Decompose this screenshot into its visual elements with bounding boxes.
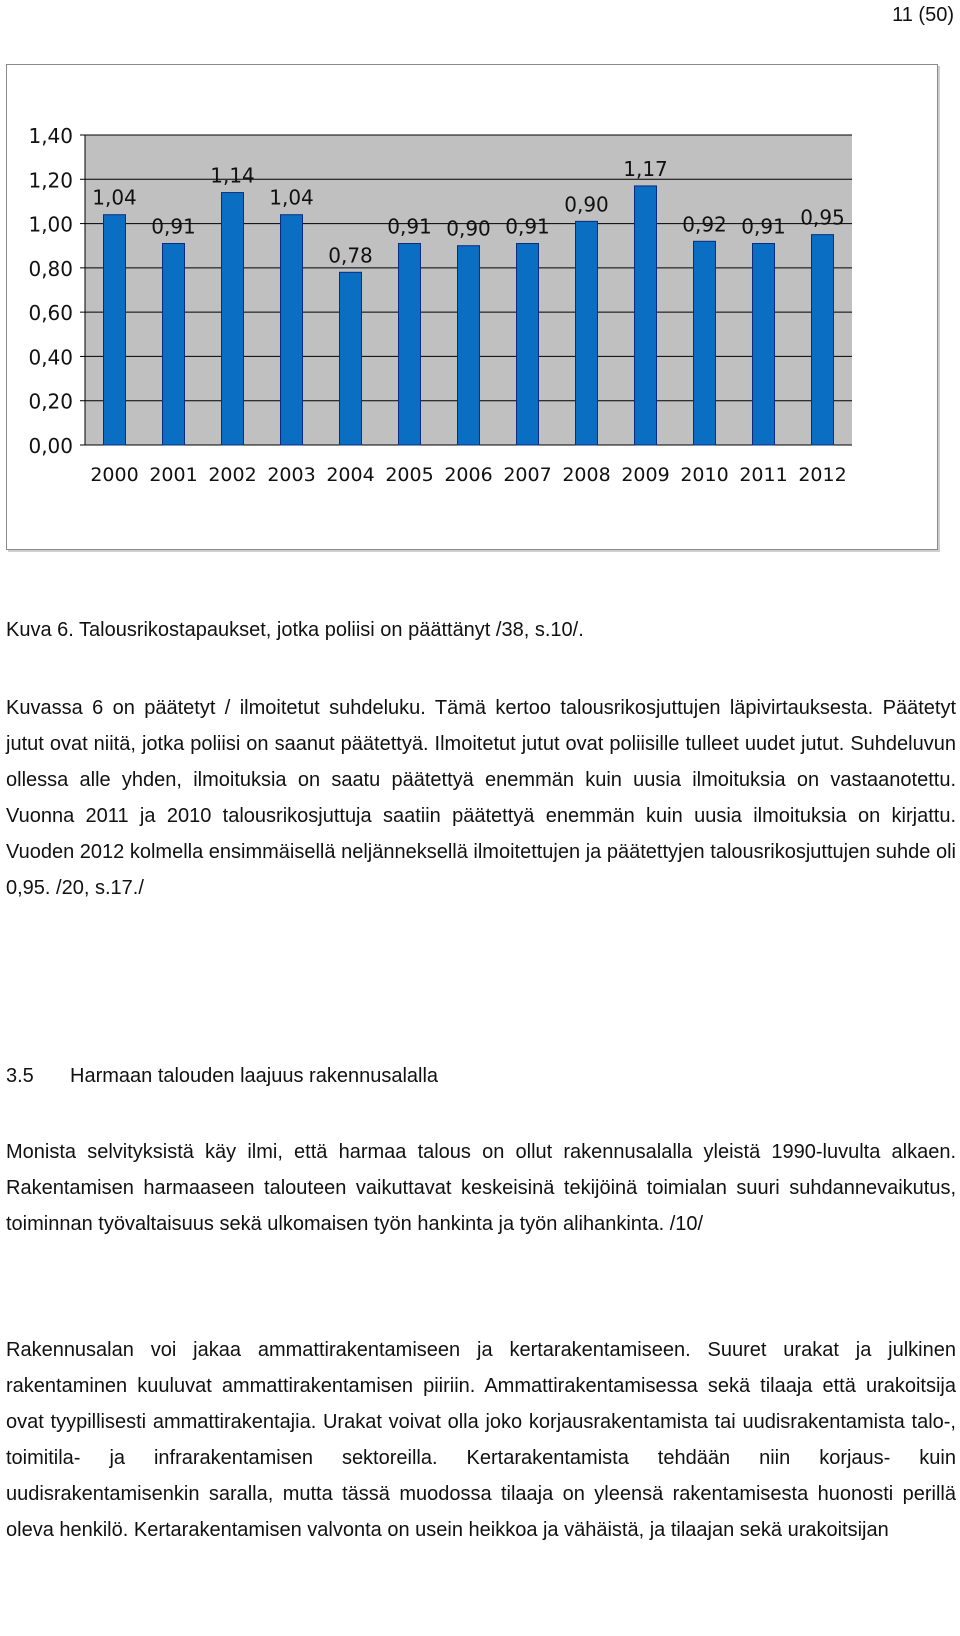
bar: [812, 235, 834, 445]
x-tick-label: 2006: [444, 464, 493, 486]
bar: [222, 193, 244, 445]
section-title: Harmaan talouden laajuus rakennusalalla: [70, 1065, 439, 1087]
x-tick-label: 2012: [798, 464, 847, 486]
y-tick-label: 1,40: [28, 124, 73, 148]
section-number: 3.5: [6, 1065, 34, 1087]
figure-caption: Kuva 6. Talousrikostapaukset, jotka poliisi on päättänyt /38, s.10/.: [6, 619, 584, 641]
bar: [163, 244, 185, 446]
bar-chart: [7, 65, 937, 549]
bar-data-label: 1,17: [623, 156, 668, 181]
x-tick-label: 2000: [90, 464, 139, 486]
bar: [281, 215, 303, 445]
bar-data-label: 1,14: [210, 163, 255, 188]
chart-frame: [6, 64, 938, 550]
bar-data-label: 0,91: [151, 214, 196, 239]
bar: [399, 244, 421, 446]
x-tick-label: 2010: [680, 464, 729, 486]
x-tick-label: 2011: [739, 464, 788, 486]
bar: [635, 186, 657, 445]
bar-data-label: 0,91: [741, 214, 786, 239]
y-tick-label: 1,00: [28, 212, 73, 237]
paragraph-grey-economy: Monista selvityksistä käy ilmi, että harmaa talous on ollut rakennusalalla yleistä 1990-luvulta alkaen. Rakentamisen harmaaseen talouteen vaikuttavat keskeisinä tekijöinä toimialan suuri suhdannevaikutus, toiminnan työvaltaisuus sekä ulkomaisen työn hankinta ja työn alihankinta. /10/: [6, 1141, 956, 1235]
x-tick-label: 2001: [149, 464, 198, 486]
bar-data-label: 0,90: [564, 192, 609, 217]
y-tick-label: 1,20: [28, 168, 73, 193]
y-tick-label: 0,80: [28, 256, 73, 281]
bar: [104, 215, 126, 445]
bar: [576, 221, 598, 445]
bar-data-label: 0,95: [800, 205, 845, 230]
page-number: 11 (50): [892, 4, 954, 26]
x-tick-label: 2003: [267, 464, 316, 486]
bar-data-label: 0,91: [505, 214, 550, 239]
bar: [458, 246, 480, 445]
bar: [340, 272, 362, 445]
bar: [517, 244, 539, 446]
x-tick-label: 2007: [503, 464, 552, 486]
paragraph-ratio-explanation: Kuvassa 6 on päätetyt / ilmoitetut suhdeluku. Tämä kertoo talousrikosjuttujen läpivirtauksesta. Päätetyt jutut ovat niitä, jotka poliisi on saanut päätettyä. Ilmoitetut jutut ovat poliisille tulleet uudet jutut. Suhdeluvun ollessa alle yhden, ilmoituksia on saatu päätettyä enemmän kuin uusia ilmoituksia on vastaanotettu. Vuonna 2011 ja 2010 talousrikosjuttuja saatiin päätettyä enemmän kuin uusia ilmoituksia on kirjattu. Vuoden 2012 kolmella ensimmäisellä neljänneksellä ilmoitettujen ja päätettyjen talousrikosjuttujen suhde oli 0,95. /20, s.17./: [6, 697, 956, 899]
bar: [753, 244, 775, 446]
x-tick-label: 2008: [562, 464, 611, 486]
x-tick-label: 2005: [385, 464, 434, 486]
bar: [694, 241, 716, 445]
bar-data-label: 0,78: [328, 243, 373, 268]
paragraph-construction-types: Rakennusalan voi jakaa ammattirakentamiseen ja kertarakentamiseen. Suuret urakat ja julkinen rakentaminen kuuluvat ammattirakentamisen piiriin. Ammattirakentamisessa sekä tilaaja että urakoitsija ovat tyypillisesti ammattirakentajia. Urakat voivat olla joko korjausrakentamista tai uudisrakentamista talo-, toimitila- ja infrarakentamisen sektoreilla. Kertarakentamista tehdään niin korjaus- kuin uudisrakentamisenkin saralla, mutta tässä muodossa tilaaja on yleensä rakentamisesta huonosti perillä oleva henkilö. Kertarakentamisen valvonta on usein heikkoa ja vähäistä, ja tilaajan sekä urakoitsijan: [6, 1339, 956, 1541]
bar-data-label: 1,04: [92, 185, 137, 210]
bar-data-label: 0,90: [446, 216, 491, 241]
y-tick-label: 0,60: [28, 301, 73, 326]
x-tick-label: 2009: [621, 464, 670, 486]
y-tick-label: 0,40: [28, 345, 73, 370]
bar-data-label: 0,91: [387, 214, 432, 239]
y-tick-label: 0,00: [28, 434, 73, 458]
y-tick-label: 0,20: [28, 389, 73, 414]
bar-data-label: 1,04: [269, 185, 314, 210]
section-heading: [6, 1058, 956, 1094]
bar-data-label: 0,92: [682, 212, 727, 237]
x-tick-label: 2004: [326, 464, 375, 486]
x-tick-label: 2002: [208, 464, 257, 486]
